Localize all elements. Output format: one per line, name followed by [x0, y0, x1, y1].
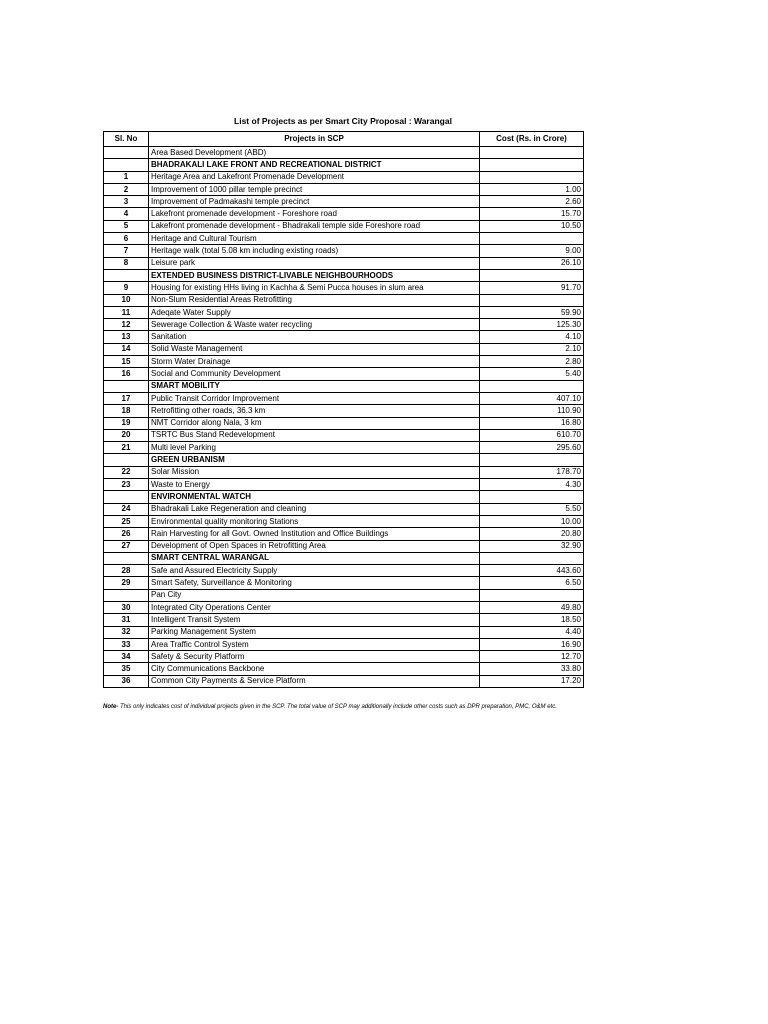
row-cost	[480, 171, 584, 183]
footnote	[103, 702, 583, 712]
row-project-name: Intelligent Transit System	[149, 614, 480, 626]
row-project-name: Multi level Parking	[149, 442, 480, 454]
row-project-name: Heritage Area and Lakefront Promenade Development	[149, 171, 480, 183]
row-sl-no: 12	[104, 319, 149, 331]
row-project-name: Heritage and Cultural Tourism	[149, 233, 480, 245]
table-row	[104, 183, 584, 195]
footnote-label: Note-	[103, 704, 119, 710]
section-title: EXTENDED BUSINESS DISTRICT-LIVABLE NEIGHBOURHOODS	[149, 269, 480, 281]
row-cost	[480, 454, 584, 466]
table-row	[104, 233, 584, 245]
section-title: GREEN URBANISM	[149, 454, 480, 466]
row-sl-no: 8	[104, 257, 149, 269]
table-row	[104, 220, 584, 232]
row-project-name: Development of Open Spaces in Retrofitting Area	[149, 540, 480, 552]
section-row	[104, 454, 584, 466]
row-cost: 16.90	[480, 638, 584, 650]
row-cost: 2.10	[480, 343, 584, 355]
row-sl-no: 21	[104, 442, 149, 454]
section-title: Area Based Development (ABD)	[149, 147, 480, 159]
section-row	[104, 589, 584, 601]
row-sl-no: 13	[104, 331, 149, 343]
row-sl-no: 23	[104, 479, 149, 491]
table-body	[104, 147, 584, 688]
row-sl-no: 27	[104, 540, 149, 552]
table-row	[104, 540, 584, 552]
row-sl-no: 10	[104, 294, 149, 306]
table-row	[104, 638, 584, 650]
row-sl-no: 36	[104, 675, 149, 687]
row-project-name: Non-Slum Residential Areas Retrofitting	[149, 294, 480, 306]
row-project-name: Safety & Security Platform	[149, 651, 480, 663]
row-cost	[480, 233, 584, 245]
table-row	[104, 675, 584, 687]
row-project-name: Improvement of Padmakashi temple precinct	[149, 196, 480, 208]
row-cost: 610.70	[480, 429, 584, 441]
table-row	[104, 319, 584, 331]
row-project-name: TSRTC Bus Stand Redevelopment	[149, 429, 480, 441]
row-project-name: Smart Safety, Surveillance & Monitoring	[149, 577, 480, 589]
row-cost	[480, 589, 584, 601]
row-cost	[480, 491, 584, 503]
row-cost: 59.90	[480, 306, 584, 318]
row-cost	[480, 269, 584, 281]
header-project: Projects in SCP	[149, 132, 480, 147]
row-cost: 5.40	[480, 368, 584, 380]
row-sl-no	[104, 552, 149, 564]
section-row	[104, 552, 584, 564]
table-row	[104, 626, 584, 638]
row-cost: 26.10	[480, 257, 584, 269]
row-cost: 17.20	[480, 675, 584, 687]
row-project-name: Sewerage Collection & Waste water recycling	[149, 319, 480, 331]
row-project-name: Common City Payments & Service Platform	[149, 675, 480, 687]
row-cost: 18.50	[480, 614, 584, 626]
row-cost	[480, 159, 584, 171]
section-title: SMART MOBILITY	[149, 380, 480, 392]
row-sl-no: 35	[104, 663, 149, 675]
table-row	[104, 356, 584, 368]
row-project-name: NMT Corridor along Nala, 3 km	[149, 417, 480, 429]
row-project-name: City Communications Backbone	[149, 663, 480, 675]
row-sl-no	[104, 589, 149, 601]
row-sl-no: 16	[104, 368, 149, 380]
table-row	[104, 171, 584, 183]
row-sl-no: 30	[104, 601, 149, 613]
row-cost: 4.40	[480, 626, 584, 638]
row-sl-no: 6	[104, 233, 149, 245]
row-sl-no: 1	[104, 171, 149, 183]
row-project-name: Housing for existing HHs living in Kachha & Semi Pucca houses in slum area	[149, 282, 480, 294]
table-header-row	[104, 132, 584, 147]
row-cost	[480, 552, 584, 564]
table-row	[104, 466, 584, 478]
row-sl-no: 5	[104, 220, 149, 232]
header-cost: Cost (Rs. in Crore)	[480, 132, 584, 147]
section-row	[104, 147, 584, 159]
table-row	[104, 663, 584, 675]
row-sl-no: 28	[104, 565, 149, 577]
table-row	[104, 565, 584, 577]
row-sl-no: 34	[104, 651, 149, 663]
table-row	[104, 614, 584, 626]
row-sl-no: 18	[104, 405, 149, 417]
row-cost: 178.70	[480, 466, 584, 478]
row-sl-no: 33	[104, 638, 149, 650]
row-sl-no: 9	[104, 282, 149, 294]
table-row	[104, 405, 584, 417]
table-row	[104, 368, 584, 380]
row-sl-no: 19	[104, 417, 149, 429]
row-cost: 2.60	[480, 196, 584, 208]
row-sl-no	[104, 147, 149, 159]
section-row	[104, 491, 584, 503]
row-cost: 33.80	[480, 663, 584, 675]
document-title: List of Projects as per Smart City Proposal : Warangal	[234, 116, 452, 126]
row-sl-no: 26	[104, 528, 149, 540]
row-sl-no: 14	[104, 343, 149, 355]
row-cost: 125.30	[480, 319, 584, 331]
table-row	[104, 442, 584, 454]
table-row	[104, 392, 584, 404]
table-row	[104, 294, 584, 306]
row-project-name: Public Transit Corridor Improvement	[149, 392, 480, 404]
row-cost: 91.70	[480, 282, 584, 294]
table-row	[104, 601, 584, 613]
row-cost: 2.80	[480, 356, 584, 368]
row-sl-no	[104, 159, 149, 171]
row-cost	[480, 147, 584, 159]
row-project-name: Solar Mission	[149, 466, 480, 478]
section-title: ENVIRONMENTAL WATCH	[149, 491, 480, 503]
section-row	[104, 269, 584, 281]
table-row	[104, 515, 584, 527]
row-sl-no	[104, 269, 149, 281]
row-sl-no: 7	[104, 245, 149, 257]
row-cost: 443.60	[480, 565, 584, 577]
table-row	[104, 479, 584, 491]
table-row	[104, 306, 584, 318]
row-sl-no: 3	[104, 196, 149, 208]
table-row	[104, 257, 584, 269]
row-sl-no	[104, 491, 149, 503]
table-row	[104, 528, 584, 540]
row-cost: 4.10	[480, 331, 584, 343]
table-row	[104, 331, 584, 343]
row-sl-no	[104, 380, 149, 392]
section-row	[104, 159, 584, 171]
row-sl-no: 11	[104, 306, 149, 318]
row-project-name: Parking Management System	[149, 626, 480, 638]
row-project-name: Storm Water Drainage	[149, 356, 480, 368]
row-cost: 32.90	[480, 540, 584, 552]
row-cost: 5.50	[480, 503, 584, 515]
table-row	[104, 651, 584, 663]
row-cost: 16.80	[480, 417, 584, 429]
row-project-name: Bhadrakali Lake Regeneration and cleaning	[149, 503, 480, 515]
table-row	[104, 429, 584, 441]
row-project-name: Area Traffic Control System	[149, 638, 480, 650]
row-project-name: Retrofitting other roads, 36.3 km	[149, 405, 480, 417]
row-sl-no: 22	[104, 466, 149, 478]
table-row	[104, 196, 584, 208]
row-cost: 295.60	[480, 442, 584, 454]
row-cost: 10.00	[480, 515, 584, 527]
row-project-name: Lakefront promenade development - Bhadrakali temple side Foreshore road	[149, 220, 480, 232]
row-project-name: Sanitation	[149, 331, 480, 343]
row-cost	[480, 380, 584, 392]
row-project-name: Adeqate Water Supply	[149, 306, 480, 318]
row-project-name: Rain Harvesting for all Govt. Owned Institution and Office Buildings	[149, 528, 480, 540]
header-sl-no: Sl. No	[104, 132, 149, 147]
row-cost: 49.80	[480, 601, 584, 613]
row-cost: 10.50	[480, 220, 584, 232]
row-sl-no: 4	[104, 208, 149, 220]
section-title: Pan City	[149, 589, 480, 601]
row-cost: 15.70	[480, 208, 584, 220]
row-sl-no: 17	[104, 392, 149, 404]
table-row	[104, 417, 584, 429]
row-cost: 407.10	[480, 392, 584, 404]
table-row	[104, 245, 584, 257]
table-row	[104, 503, 584, 515]
row-sl-no: 15	[104, 356, 149, 368]
row-project-name: Heritage walk (total 5.08 km including existing roads)	[149, 245, 480, 257]
row-project-name: Leisure park	[149, 257, 480, 269]
section-title: BHADRAKALI LAKE FRONT AND RECREATIONAL DISTRICT	[149, 159, 480, 171]
row-cost: 9.00	[480, 245, 584, 257]
section-title: SMART CENTRAL WARANGAL	[149, 552, 480, 564]
row-sl-no: 2	[104, 183, 149, 195]
row-sl-no: 25	[104, 515, 149, 527]
row-sl-no: 32	[104, 626, 149, 638]
table-row	[104, 577, 584, 589]
row-cost: 20.80	[480, 528, 584, 540]
row-sl-no: 29	[104, 577, 149, 589]
row-project-name: Safe and Assured Electricity Supply	[149, 565, 480, 577]
row-cost: 1.00	[480, 183, 584, 195]
row-project-name: Waste to Energy	[149, 479, 480, 491]
row-project-name: Improvement of 1000 pillar temple precinct	[149, 183, 480, 195]
row-project-name: Social and Community Development	[149, 368, 480, 380]
row-project-name: Solid Waste Management	[149, 343, 480, 355]
row-cost	[480, 294, 584, 306]
row-cost: 6.50	[480, 577, 584, 589]
row-project-name: Environmental quality monitoring Stations	[149, 515, 480, 527]
table-row	[104, 282, 584, 294]
row-cost: 12.70	[480, 651, 584, 663]
row-sl-no	[104, 454, 149, 466]
table-row	[104, 343, 584, 355]
row-sl-no: 24	[104, 503, 149, 515]
section-row	[104, 380, 584, 392]
table-row	[104, 208, 584, 220]
row-project-name: Lakefront promenade development - Foreshore road	[149, 208, 480, 220]
row-cost: 110.90	[480, 405, 584, 417]
footnote-text: This only indicates cost of individual projects given in the SCP. The total value of SCP may additionally include other costs such as DPR preparation, PMC, O&M etc.	[118, 704, 557, 710]
row-sl-no: 31	[104, 614, 149, 626]
row-cost: 4.30	[480, 479, 584, 491]
projects-table	[103, 131, 584, 688]
row-project-name: Integrated City Operations Center	[149, 601, 480, 613]
row-sl-no: 20	[104, 429, 149, 441]
